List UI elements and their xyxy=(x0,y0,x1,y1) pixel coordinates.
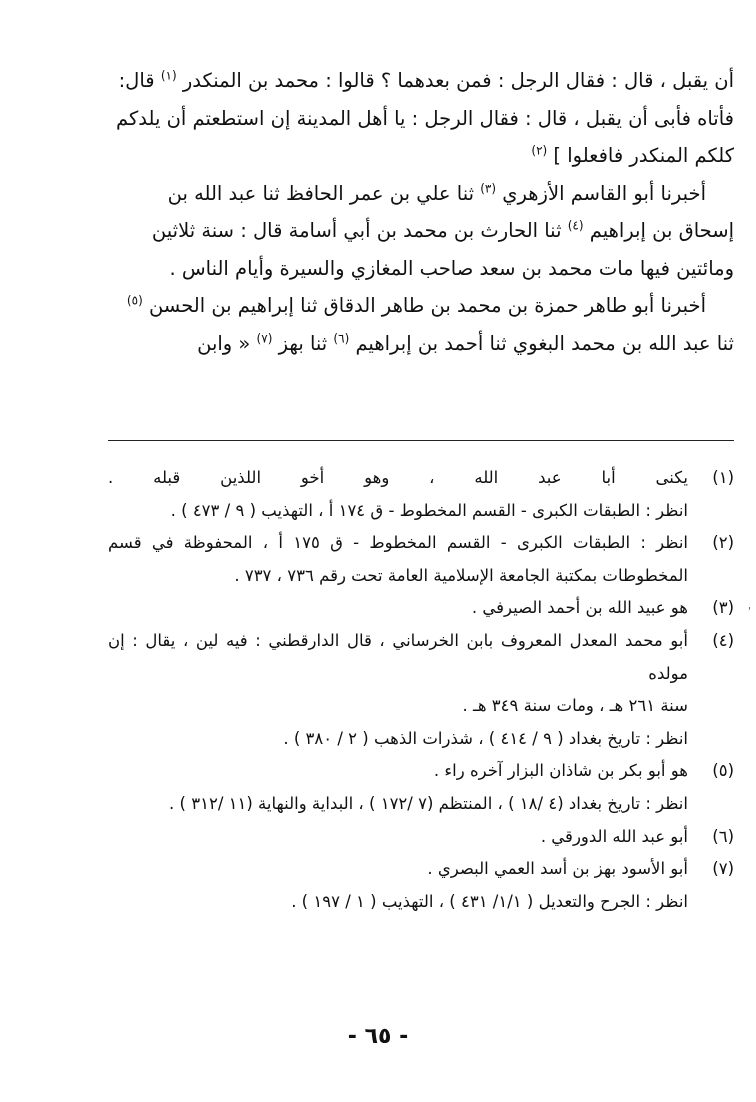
footnote-ref[interactable]: (٦) xyxy=(333,331,350,345)
footnote-line: انظر : الجرح والتعديل ( ١/١/ ٤٣١ ) ، التهذيب ( ١ / ١٩٧ ) . xyxy=(291,891,688,911)
footnote xyxy=(108,821,734,854)
footnote-line: انظر : تاريخ بغداد ( ٩ / ٤١٤ ) ، شذرات الذهب ( ٢ / ٣٨٠ ) . xyxy=(283,728,688,748)
footnote-line: أبو عبد الله الدورقي . xyxy=(540,826,688,846)
text-line: كلكم المنكدر فافعلوا ] $^{(٢)}$ xyxy=(531,143,734,167)
footnote-number: (٣) xyxy=(712,598,734,618)
footnote-ref[interactable]: (٢) xyxy=(531,143,548,158)
footnote-ref[interactable]: (٤) xyxy=(567,218,584,233)
text-line: إسحاق بن إبراهيم $^{(٤)}$ ثنا الحارث بن محمد بن أبي أسامة قال : سنة ثلاثين xyxy=(151,218,734,242)
footnote-number: (٥) xyxy=(712,761,734,781)
footnote-ref[interactable]: (١) xyxy=(160,68,177,83)
footnote-number: (٢) xyxy=(712,533,734,553)
text-line: أن يقبل ، قال : فقال الرجل : فمن بعدهما ؟ قالوا : محمد بن المنكدر $^{(١)}$ قال: xyxy=(118,68,734,92)
footnote-line: هو عبيد الله بن أحمد الصيرفي . xyxy=(471,598,688,618)
footnote-line: أبو الأسود بهز بن أسد العمي البصري . xyxy=(427,859,688,879)
page-number: - ٦٥ - xyxy=(347,1024,409,1049)
footnote xyxy=(108,462,734,527)
footnote-line: هو أبو بكر بن شاذان البزار آخره راء . xyxy=(433,761,688,781)
text-line: ومائتين فيها مات محمد بن سعد صاحب المغازي والسيرة وأيام الناس . xyxy=(169,256,734,280)
footnote-line: انظر : الطبقات الكبرى - القسم المخطوط - ق ١٧٥ أ ، المحفوظة في قسم xyxy=(108,533,688,553)
text-line: أخبرنا أبو طاهر حمزة بن محمد بن طاهر الدقاق ثنا إبراهيم بن الحسن $^{(٥)}$ xyxy=(126,293,706,317)
main-text xyxy=(108,62,734,362)
footnote-line: سنة ٢٦١ هـ ، ومات سنة ٣٤٩ هـ . xyxy=(462,696,688,716)
footnote-number: (٧) xyxy=(712,859,734,879)
footnote-line: انظر : الطبقات الكبرى - القسم المخطوط - ق ١٧٤ أ ، التهذيب ( ٩ / ٤٧٣ ) . xyxy=(170,500,688,520)
footnote-number: (١) xyxy=(712,468,734,487)
footnote xyxy=(108,592,734,625)
footnote-line: أبو محمد المعدل المعروف بابن الخرساني ، قال الدارقطني : فيه لين ، يقال : إن مولده xyxy=(108,630,688,683)
footnote-number: (٦) xyxy=(712,826,734,846)
text-line: أخبرنا أبو القاسم الأزهري $^{(٣)}$ ثنا علي بن عمر الحافظ ثنا عبد الله بن xyxy=(167,181,706,205)
footnote-line: المخطوطات بمكتبة الجامعة الإسلامية العامة تحت رقم ٧٣٦ ، ٧٣٧ . xyxy=(234,565,688,585)
footnote xyxy=(108,527,734,592)
footnote-ref[interactable]: (٥) xyxy=(126,293,143,308)
footnote-line: انظر : تاريخ بغداد (٤ /١٨ ) ، المنتظم (٧ /١٧٢ ) ، البداية والنهاية (١١ /٣١٢ ) . xyxy=(169,793,688,813)
text-line: ثنا عبد الله بن محمد البغوي ثنا أحمد بن إبراهيم $^{(٦)}$ ثنا بهز $^{(٧)}$ « وابن xyxy=(197,331,734,355)
scan-mark: ' xyxy=(748,606,751,617)
text-line: فأتاه فأبى أن يقبل ، قال : فقال الرجل : يا أهل المدينة إن استطعتم أن يلدكم xyxy=(116,106,734,130)
footnotes xyxy=(108,462,734,918)
footnote-divider xyxy=(108,440,734,441)
footnote xyxy=(108,755,734,820)
footnote-ref[interactable]: (٧) xyxy=(256,331,273,345)
footnote xyxy=(108,625,734,755)
footnote xyxy=(108,853,734,918)
footnote-line: يكنى أبا عبد الله ، وهو أخو اللذين قبله . xyxy=(108,468,688,487)
footnote-number: (٤) xyxy=(712,630,734,650)
footnote-ref[interactable]: (٣) xyxy=(480,181,497,195)
